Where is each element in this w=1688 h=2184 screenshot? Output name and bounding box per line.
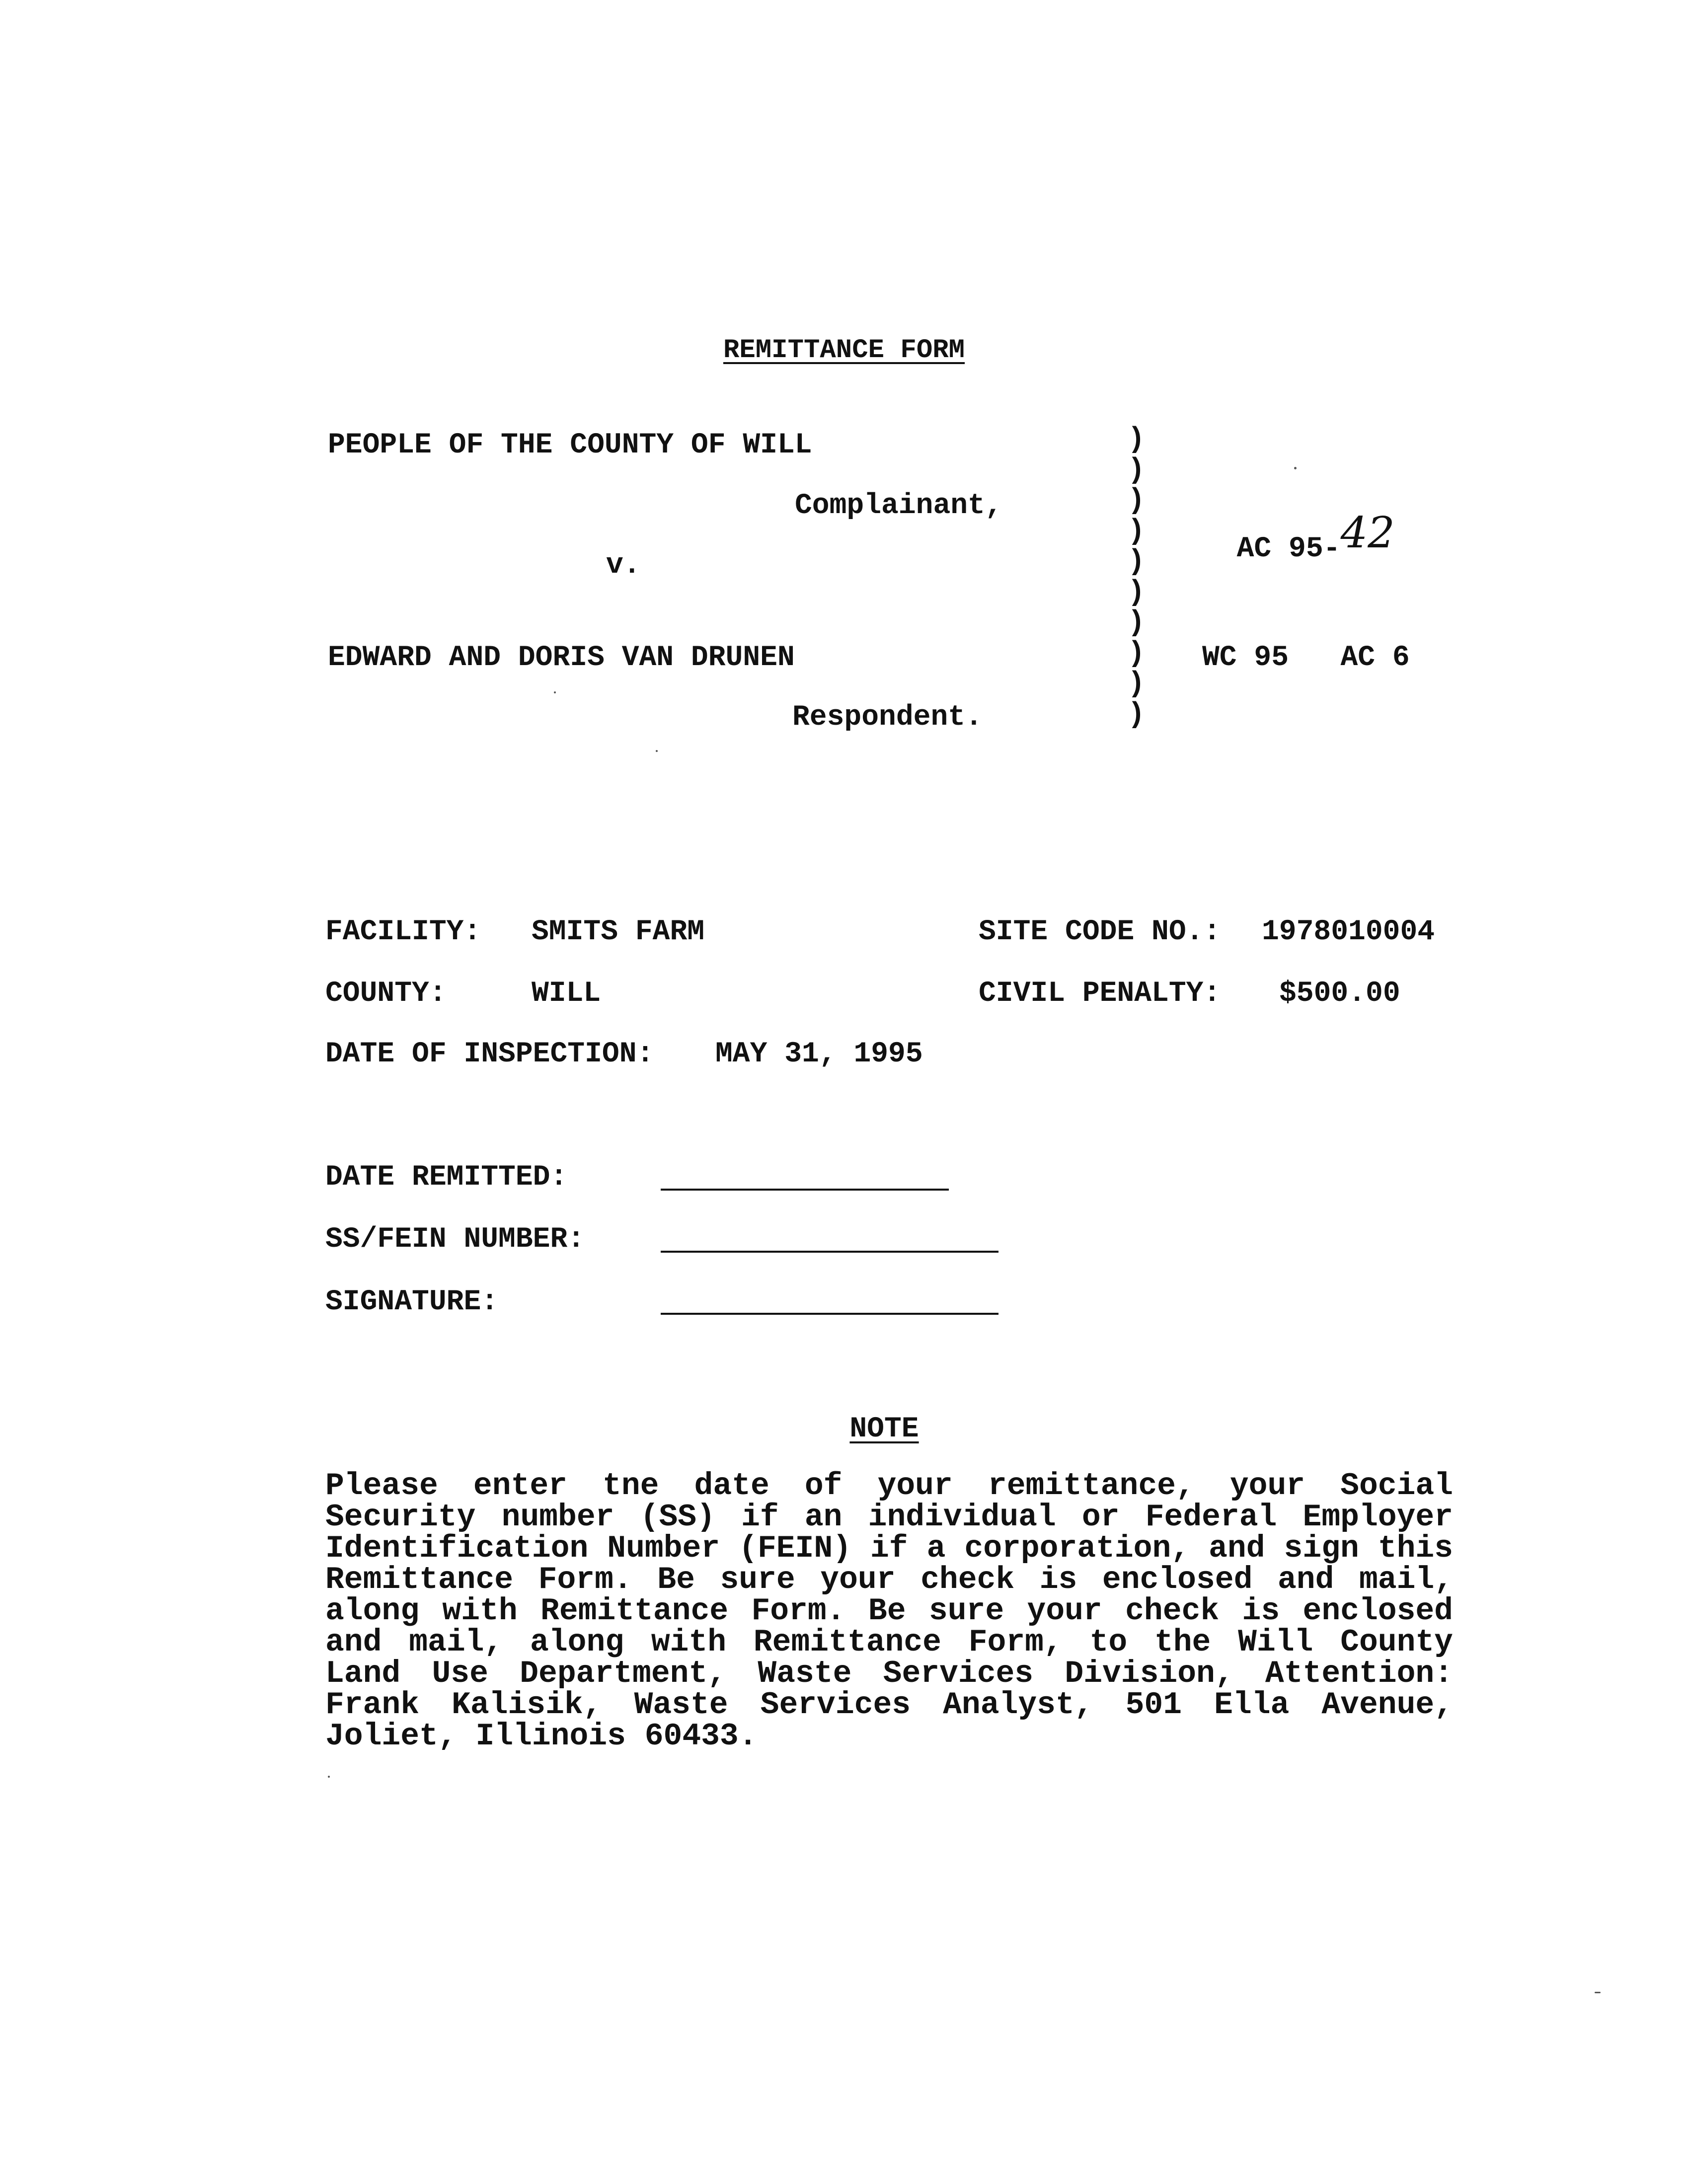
form-title: REMITTANCE FORM	[723, 335, 965, 366]
respondent-role: Respondent.	[792, 701, 983, 734]
inspection-value: MAY 31, 1995	[715, 1038, 923, 1070]
facility-value: SMITS FARM	[532, 916, 705, 948]
plaintiff-role: Complainant,	[795, 490, 1002, 522]
signature-line[interactable]	[661, 1313, 998, 1315]
case-number	[1202, 492, 1395, 564]
date-remitted-line[interactable]	[661, 1189, 949, 1191]
docket-number: WC 95 AC 6	[1202, 642, 1410, 674]
inspection-label: DATE OF INSPECTION:	[325, 1038, 654, 1070]
versus-label: v.	[606, 549, 641, 582]
respondent-name: EDWARD AND DORIS VAN DRUNEN	[328, 642, 795, 674]
county-value: WILL	[532, 978, 601, 1010]
note-body: Please enter tne date of your remittance, your Social Security number (SS) if an individual or Federal Employer Identification Number (FEIN) if a corporation, and sign this Remittance Form. Be sure your check is enclosed and mail, along with Remittance Form. Be sure your check is enclosed and mail, along with Remittance Form, to the Will County Land Use Department, Waste Services Division, Attention: Frank Kalisik, Waste Services Analyst, 501 Ella Avenue, Joliet, Illinois 60433.	[325, 1468, 1453, 1754]
scan-speck	[656, 750, 658, 752]
caption-parentheses: ) ) ) ) ) ) ) ) ) )	[1128, 424, 1145, 731]
scan-speck	[554, 691, 556, 693]
county-label: COUNTY:	[325, 978, 447, 1010]
ss-fein-line[interactable]	[661, 1251, 998, 1253]
case-number-prefix: AC 95-	[1236, 533, 1341, 565]
scan-speck	[328, 1776, 330, 1778]
civil-penalty-value: $500.00	[1279, 978, 1400, 1010]
site-code-label: SITE CODE NO.:	[979, 916, 1221, 948]
plaintiff-name: PEOPLE OF THE COUNTY OF WILL	[328, 429, 812, 461]
scan-speck	[1595, 1992, 1601, 1993]
facility-label: FACILITY:	[325, 916, 481, 948]
ss-fein-label: SS/FEIN NUMBER:	[325, 1223, 585, 1256]
case-number-handwritten: 42	[1340, 508, 1395, 558]
site-code-value: 1978010004	[1262, 916, 1435, 948]
scan-speck	[1294, 467, 1297, 469]
note-title: NOTE	[849, 1413, 919, 1445]
civil-penalty-label: CIVIL PENALTY:	[979, 978, 1221, 1010]
date-remitted-label: DATE REMITTED:	[325, 1161, 568, 1194]
signature-label: SIGNATURE:	[325, 1286, 499, 1318]
